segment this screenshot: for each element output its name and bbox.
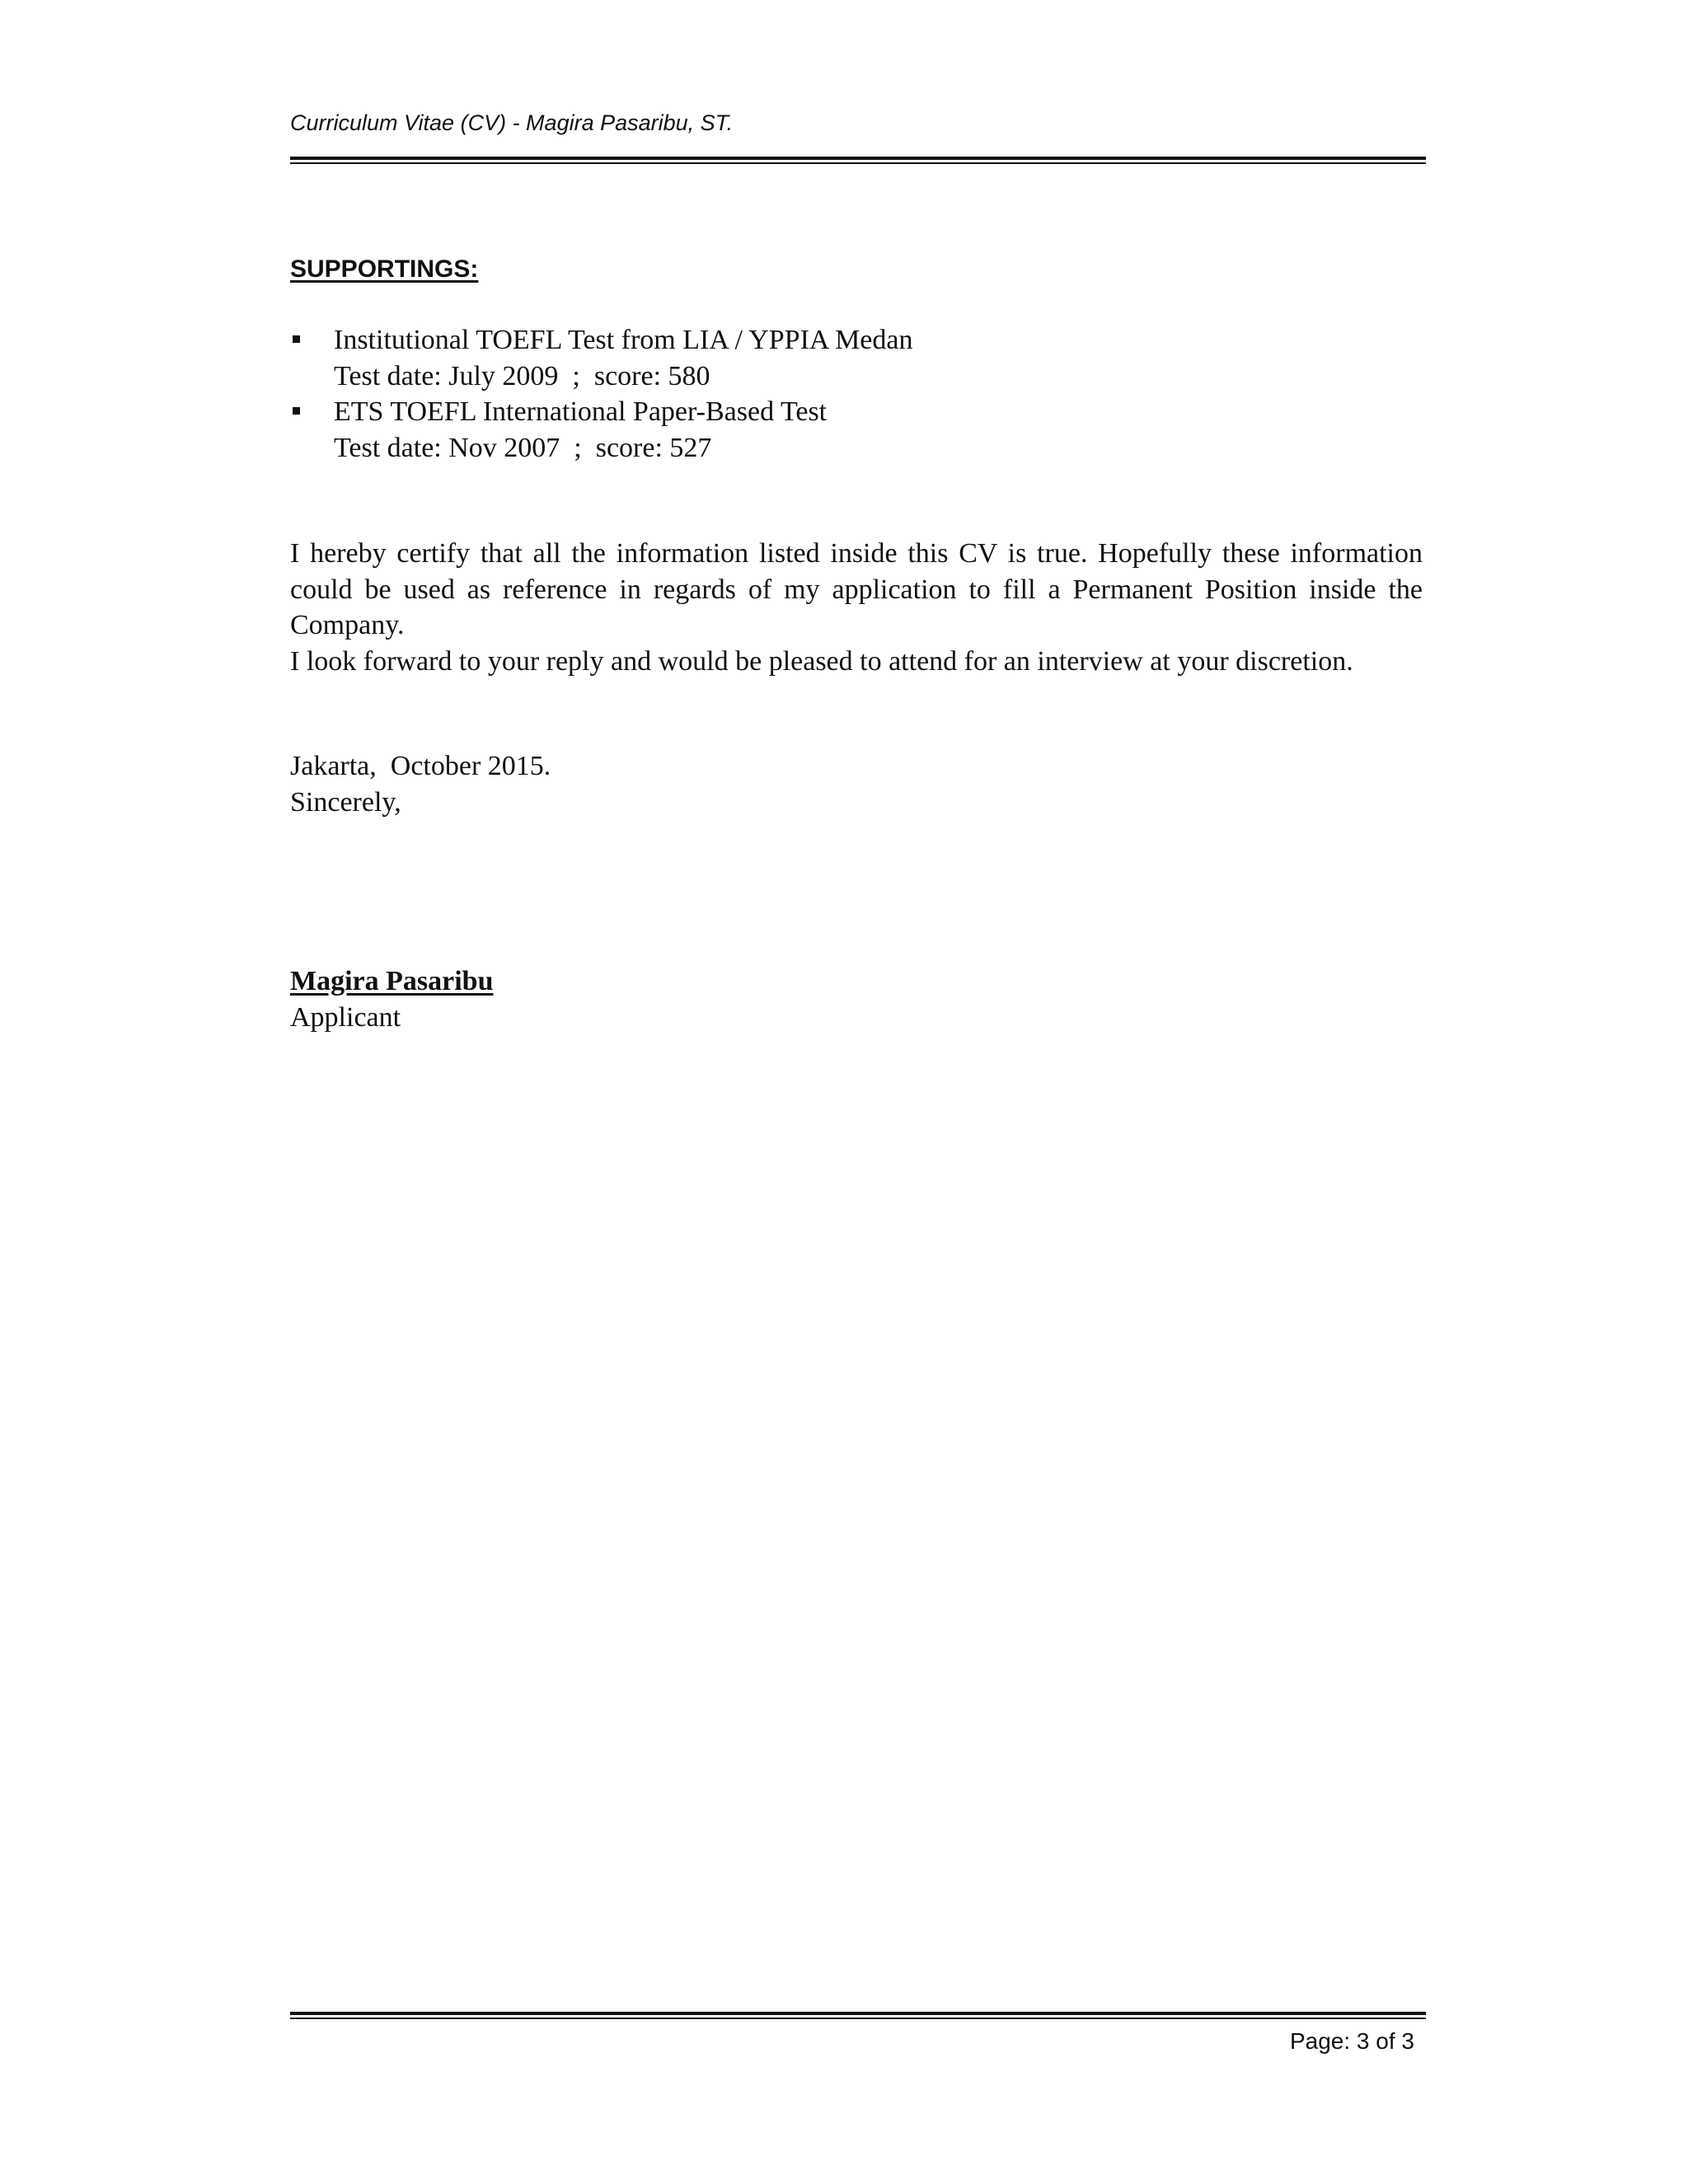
supportings-list (290, 322, 1428, 466)
footer-double-rule (290, 2012, 1426, 2020)
header-rule-thick (290, 157, 1426, 160)
supportings-heading: SUPPORTINGS: (290, 255, 479, 283)
footer-rule-thick (290, 2012, 1426, 2015)
place-date: Jakarta, October 2015. (290, 751, 551, 781)
list-item (290, 322, 1428, 394)
document-header-title: Curriculum Vitae (CV) - Magira Pasaribu, ST. (290, 110, 734, 135)
certification-paragraph: I hereby certify that all the information listed inside this CV is true. Hopefully these information could be used as reference in regards of my application to fill a Permanent Position inside the Company. (290, 538, 1423, 640)
interview-closing-line: I look forward to your reply and would be pleased to attend for an interview at your discretion. (290, 645, 1353, 677)
signature-role: Applicant (290, 1001, 401, 1033)
closing-block (290, 748, 551, 820)
header-double-rule (290, 157, 1426, 165)
header-rule-thin (290, 162, 1426, 164)
supporting-title: Institutional TOEFL Test from LIA / YPPIA Medan (334, 325, 913, 355)
page-number: Page: 3 of 3 (1289, 2028, 1414, 2054)
list-item (290, 394, 1428, 466)
square-bullet-icon (293, 335, 300, 343)
supporting-detail: Test date: Nov 2007 ; score: 527 (334, 432, 712, 463)
certification-statement (290, 536, 1423, 679)
signature-name: Magira Pasaribu (290, 966, 494, 996)
signature-block (290, 963, 493, 1035)
footer-rule-thin (290, 2018, 1426, 2019)
square-bullet-icon (293, 407, 300, 415)
supporting-title: ETS TOEFL International Paper-Based Test (334, 396, 828, 427)
salutation: Sincerely, (290, 786, 401, 818)
supporting-detail: Test date: July 2009 ; score: 580 (334, 360, 710, 391)
